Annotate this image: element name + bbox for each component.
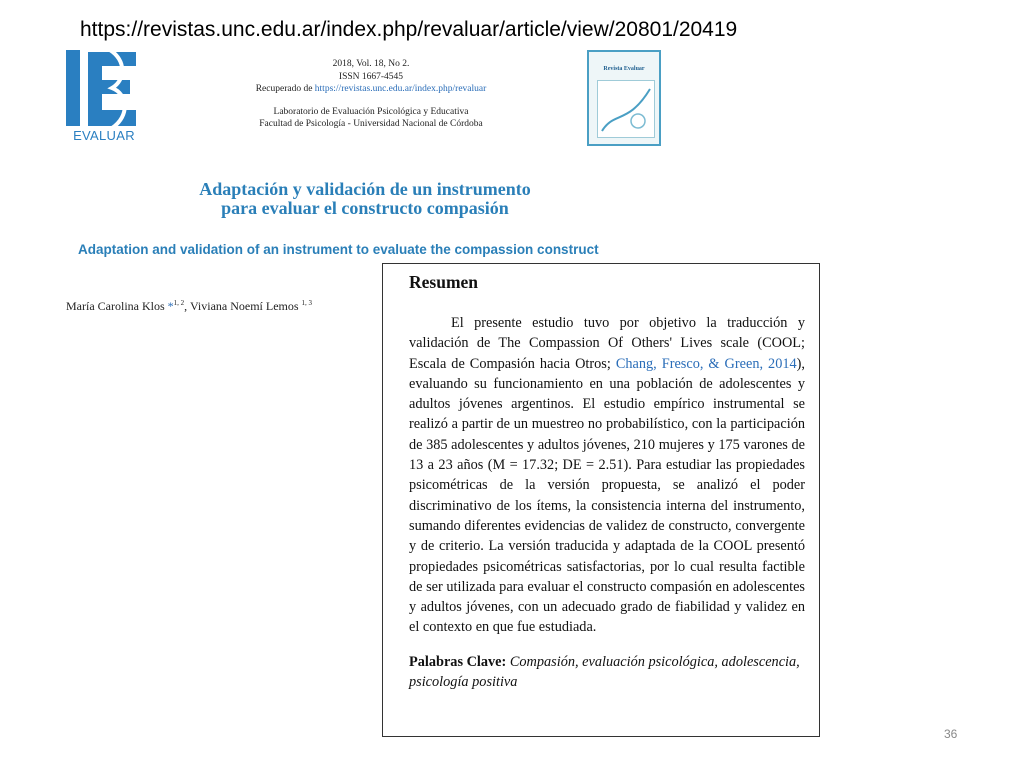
cover-title: Revista Evaluar (603, 66, 645, 72)
journal-cover (587, 50, 661, 146)
title-es-line2: para evaluar el constructo compasión (221, 198, 509, 218)
abstract-text (409, 313, 805, 638)
logo-wordmark: EVALUAR (73, 128, 135, 143)
corresponding-author-mark[interactable]: * (167, 299, 174, 313)
journal-link[interactable]: https://revistas.unc.edu.ar/index.php/revaluar (314, 84, 487, 94)
journal-recovered (232, 83, 510, 96)
abstract-citation-link[interactable]: Chang, Fresco, & Green, 2014 (615, 355, 797, 372)
journal-lab: Laboratorio de Evaluación Psicológica y Educativa (273, 106, 469, 117)
keywords-list: Compasión, evaluación psicológica, adolescencia, psicología positiva (409, 653, 800, 691)
abstract-text-part1: El presente estudio tuvo por objetivo la traducción y validación de The Compassion Of Others' Lives scale (COOL; Escala de Compasión hacia Otros; (409, 315, 805, 372)
author-1: María Carolina Klos (66, 299, 165, 313)
cover-graphic (598, 81, 654, 137)
keywords-label: Palabras Clave: (409, 653, 507, 670)
abstract-text-part2: ), evaluando su funcionamiento en una población de adolescentes y adultos jóvenes argentinos. El estudio empírico instrumental se realizó a partir de un muestreo no probabilístico, con la participación de 385 adolescentes y adultos jóvenes, 210 mujeres y 175 varones de 13 a 23 años (M = 17.32; DE = 2.51). Para estudiar las propiedades psicométricas de la versión propuesta, se analizó el poder discriminativo de los ítems, la consistencia interna del instrumento, sumando diferentes evidencias de validez de constructo, convergente y de criterio. La versión traducida y adaptada de la COOL presentó propiedades psicométricas satisfactorias, por lo cual resulta factible de ser utilizada para evaluar el constructo compasión en adolescentes y adultos jóvenes, con un adecuado grado de fiabilidad y validez en el contexto en que fue estudiada. (409, 355, 805, 636)
evaluar-logo (66, 50, 142, 150)
source-url[interactable]: https://revistas.unc.edu.ar/index.php/revaluar/article/view/20801/20419 (80, 18, 738, 41)
journal-meta (232, 58, 510, 131)
journal-faculty: Facultad de Psicología - Universidad Nacional de Córdoba (259, 119, 483, 129)
author-separator: , (184, 299, 190, 313)
page-number: 36 (944, 727, 958, 741)
journal-issn: ISSN 1667-4545 (338, 71, 404, 82)
keywords (409, 652, 805, 693)
journal-volume: 2018, Vol. 18, No 2. (332, 59, 410, 69)
author-2-affiliation: 1, 3 (301, 299, 313, 307)
recovered-prefix: Recuperado de (255, 84, 315, 94)
abstract-heading: Resumen (409, 272, 479, 292)
cover-artwork (597, 80, 655, 138)
article-title-english: Adaptation and validation of an instrument to evaluate the compassion construct (78, 242, 599, 257)
article-title-spanish (160, 180, 570, 218)
evaluar-logo-mark (66, 50, 142, 128)
author-2: Viviana Noemí Lemos (189, 299, 299, 313)
authors (66, 299, 312, 314)
title-es-line1: Adaptación y validación de un instrumento (199, 179, 531, 199)
abstract-box (382, 263, 820, 737)
author-1-affiliation: 1, 2 (173, 299, 185, 307)
